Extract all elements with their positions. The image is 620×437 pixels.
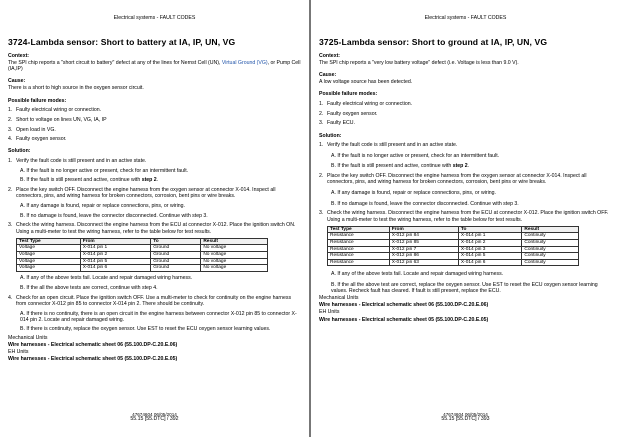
step-1-option-b: B. If the fault is still present and active, continue with step 2. [20, 177, 159, 184]
schematic-link-sheet-06[interactable]: Wire harnesses - Electrical schematic sheet 06 (55.100.DP-C.20.E.06) [8, 341, 178, 348]
failure-modes-list [8, 107, 301, 142]
page-number: 55.15 [55.DTC] / 392 [130, 416, 179, 423]
step-1-option-a: A. If the fault is no longer active or present, check for an intermittent fault. [20, 167, 189, 174]
step-2-option-b: B. If no damage is found, leave the connector disconnected. Continue with step 3. [331, 200, 519, 207]
table-header-row: Test Type From To Result [17, 238, 268, 245]
step-3-option-a: A. If any of the above tests fail. Locate and repair damaged wiring harness. [20, 275, 193, 282]
mechanical-units-heading: Mechanical Units [8, 334, 48, 341]
table-row: Resistance X-012 pin 86 X-014 pin 5 Continuity [328, 253, 579, 260]
list-item: 3. Faulty ECU. [319, 120, 355, 127]
cause-text: A low voltage source has been detected. [319, 79, 413, 86]
table-row: Voltage X-014 pin 2 Ground No voltage [17, 251, 268, 258]
step-3-option-b: B. If the all the above tests are correct, continue with step 4. [20, 284, 158, 291]
step-2-option-b: B. If no damage is found, leave the connector disconnected. Continue with step 3. [20, 212, 208, 219]
table-row: Resistance X-012 pin 63 X-014 pin 6 Continuity [328, 259, 579, 266]
page-footer [0, 412, 309, 423]
virtual-ground-link[interactable]: Virtual Ground (VG) [221, 60, 268, 66]
solution-step-3: 3. Check the wiring harness. Disconnect the engine harness from the ECU at connector X-012. Place the ignition switch OFF. Using a multi-meter to test the wiring harness, refer to the table below for test results. [319, 210, 609, 223]
table-row: Voltage X-014 pin 6 Ground No voltage [17, 265, 268, 272]
solution-step-3: 3. Check the wiring harness. Disconnect the engine harness from the ECU at connector X-012. Place the ignition switch ON. Using a multi-meter to test the wiring harness, refer to the table below for test results. [8, 222, 296, 235]
cause-text: There is a short to high source in the oxygen sensor circuit. [8, 85, 144, 92]
step-4-option-b: B. If there is continuity, replace the oxygen sensor. Use EST to reset the ECU oxygen sensor learning values. [20, 326, 271, 333]
schematic-link-sheet-06[interactable]: Wire harnesses - Electrical schematic sheet 06 (55.100.DP-C.20.E.06) [319, 302, 489, 309]
list-item: 1. Faulty electrical wiring or connection. [8, 107, 102, 114]
table-header-row: Test Type From To Result [328, 226, 579, 233]
page-392 [0, 0, 309, 437]
fault-title: 3725-Lambda sensor: Short to ground at IA, IP, UN, VG [319, 37, 548, 47]
schematic-link-sheet-05[interactable]: Wire harnesses - Electrical schematic sheet 05 (55.100.DP-C.20.E.05) [8, 356, 178, 363]
context-heading: Context: [319, 53, 341, 59]
table-row: Voltage X-014 pin 1 Ground No voltage [17, 245, 268, 252]
step-1-option-b: B. If the fault is still present and active, continue with step 2. [331, 163, 470, 170]
failure-modes-heading: Possible failure modes: [8, 97, 67, 104]
list-item: 3. Open load in VG. [8, 126, 56, 133]
mechanical-units-heading: Mechanical Units [319, 295, 359, 302]
running-header: Electrical systems - FAULT CODES [113, 15, 196, 21]
page-footer [311, 412, 620, 423]
failure-modes-heading: Possible failure modes: [319, 91, 378, 98]
solution-step-2: 2. Place the key switch OFF. Disconnect the engine harness from the oxygen sensor at connector X-014. Inspect all connectors, pins, and wiring harness for broken connectors, corrosion, bent pins or wire breaks. [319, 173, 587, 186]
context-text: The SPI chip reports a "short circuit to battery" defect at any of the lines for Nernst Cell (UN), Virtual Ground (VG), or Pump Cell (IA,IP) [8, 60, 301, 73]
solution-step-1: 1. Verify the fault code is still present and in an active state. [8, 157, 147, 164]
step-4-option-a: A. If there is no continuity, there is an open circuit in the engine harness between connector X-012 pin 85 to connector X-014 pin 2. Locate and repair damaged wiring. [20, 310, 297, 323]
fault-title: 3724-Lambda sensor: Short to battery at IA, IP, UN, VG [8, 37, 236, 47]
cause-heading: Cause: [8, 78, 26, 85]
voltage-test-table [16, 238, 268, 272]
list-item: 1. Faulty electrical wiring or connection. [319, 100, 413, 107]
context-heading: Context: [8, 53, 30, 59]
table-row: Voltage X-014 pin 5 Ground No voltage [17, 258, 268, 265]
solution-step-1: 1. Verify the fault code is still present and in an active state. [319, 142, 458, 149]
solution-step-2: 2. Place the key switch OFF. Disconnect the engine harness from the oxygen sensor at connector X-014. Inspect all connectors, pins, and wiring harness for broken connectors, corrosion, bent pins or wire breaks. [8, 187, 276, 200]
solution-heading: Solution: [8, 148, 31, 155]
table-row: Resistance X-012 pin 7 X-014 pin 3 Continuity [328, 246, 579, 253]
step-1-option-a: A. If the fault is no longer active or present, check for an intermittent fault. [331, 152, 500, 159]
eh-units-heading: EH Units [319, 309, 340, 316]
table-row: Resistance X-012 pin 84 X-014 pin 1 Continuity [328, 233, 579, 240]
resistance-test-table [327, 226, 579, 267]
list-item: 2. Short to voltage on lines UN, VG, IA, IP [8, 116, 107, 123]
step-2-option-a: A. If any damage is found, repair or replace connections, pins, or wiring. [20, 202, 185, 209]
table-row: Resistance X-012 pin 85 X-014 pin 2 Continuity [328, 240, 579, 247]
page-number: 55.15 [55.DTC] / 393 [441, 416, 490, 423]
eh-units-heading: EH Units [8, 349, 29, 356]
list-item: 2. Faulty oxygen sensor. [319, 110, 378, 117]
document-code: 47674604 06/05/2014 [132, 411, 177, 417]
step-3-option-b: B. If the all the above test are correct, replace the oxygen sensor. Use EST to reset the ECU oxygen sensor learning values. Recheck fault has cleared. If fault is still present, replace the ECU. [331, 281, 598, 294]
schematic-link-sheet-05[interactable]: Wire harnesses - Electrical schematic sheet 05 (55.100.DP-C.20.E.05) [319, 316, 489, 323]
cause-heading: Cause: [319, 72, 337, 79]
step-2-option-a: A. If any damage is found, repair or replace connections, pins, or wiring. [331, 190, 496, 197]
page-393 [311, 0, 620, 437]
step-3-option-a: A. If any of the above tests fail. Locate and repair damaged wiring harness. [331, 270, 504, 277]
failure-modes-list [319, 101, 612, 127]
solution-heading: Solution: [319, 132, 342, 139]
context-text: The SPI chip reports a "very low battery voltage" defect (i.e. Voltage is less than 9.0 V). [319, 60, 519, 66]
document-code: 47674604 06/05/2014 [443, 411, 488, 417]
solution-step-4: 4. Check for an open circuit. Place the ignition switch OFF. Use a multi-meter to check for continuity on the engine harness from connector X-012 pin 85 to connector X-014 pin 2. There should be continuity. [8, 294, 292, 307]
running-header: Electrical systems - FAULT CODES [424, 15, 507, 21]
list-item: 4. Faulty oxygen sensor. [8, 136, 67, 143]
